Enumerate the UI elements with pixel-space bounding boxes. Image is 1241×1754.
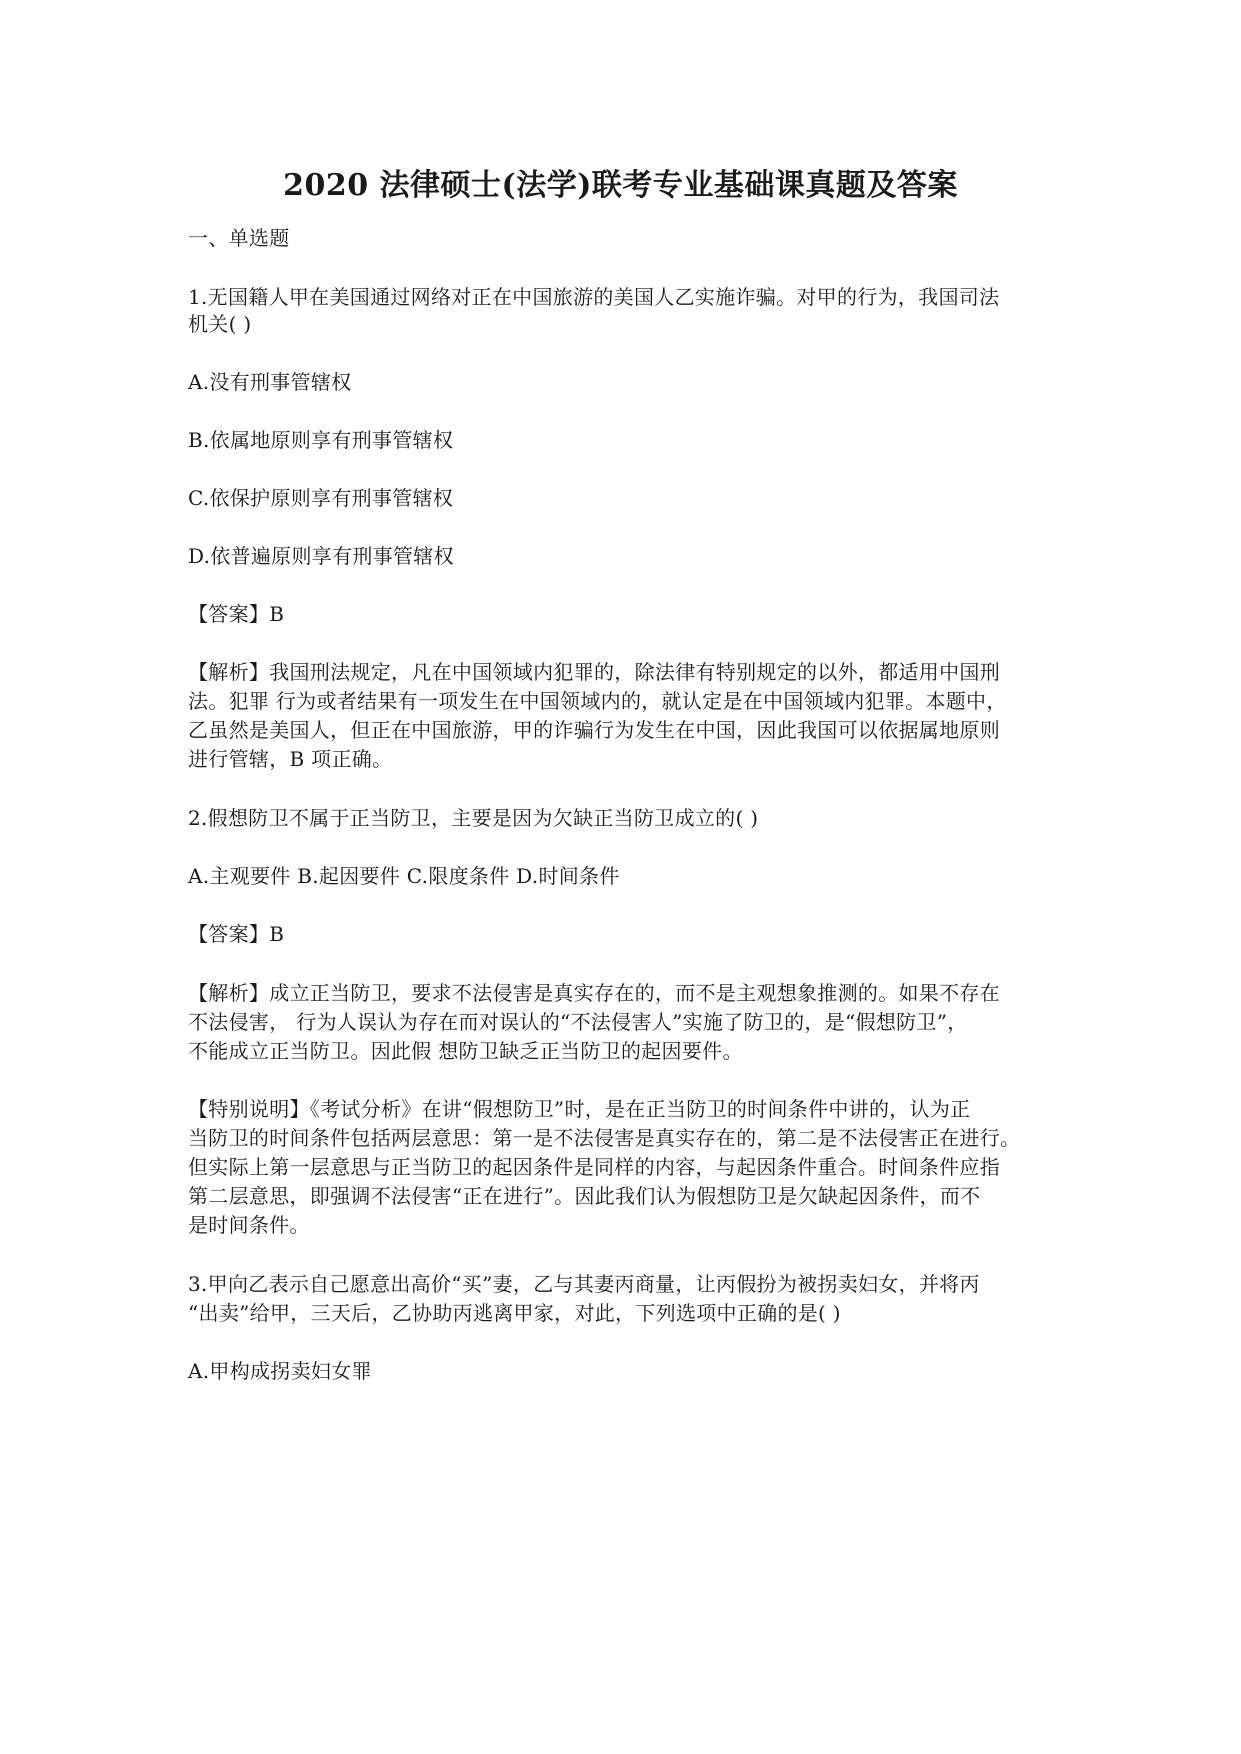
question-1-answer: 【答案】B — [188, 602, 285, 626]
question-1-option-b: B.依属地原则享有刑事管辖权 — [188, 428, 454, 452]
question-2-answer: 【答案】B — [188, 922, 285, 946]
question-1-option-d: D.依普遍原则享有刑事管辖权 — [188, 544, 454, 568]
document-title: 2020 法律硕士(法学)联考专业基础课真题及答案 — [283, 168, 958, 203]
question-3-stem-line-1: 3.甲向乙表示自己愿意出高价“买”妻，乙与其妻丙商量，让丙假扮为被拐卖妇女，并将丙 — [188, 1272, 980, 1296]
question-1-stem-line-2: 机关( ) — [188, 312, 252, 336]
question-3-option-a: A.甲构成拐卖妇女罪 — [188, 1359, 372, 1383]
question-2-analysis-line-3: 不能成立正当防卫。因此假 想防卫缺乏正当防卫的起因要件。 — [188, 1039, 743, 1063]
question-2-note-line-2: 当防卫的时间条件包括两层意思：第一是不法侵害是真实存在的，第二是不法侵害正在进行。 — [188, 1126, 1021, 1150]
question-1-analysis-line-3: 乙虽然是美国人，但正在中国旅游，甲的诈骗行为发生在中国，因此我国可以依据属地原则 — [188, 718, 1000, 742]
question-2-note-line-3: 但实际上第一层意思与正当防卫的起因条件是同样的内容，与起因条件重合。时间条件应指 — [188, 1155, 1000, 1179]
question-2-stem: 2.假想防卫不属于正当防卫，主要是因为欠缺正当防卫成立的( ) — [188, 806, 759, 830]
question-2-note-line-1: 【特别说明】《考试分析》在讲“假想防卫”时，是在正当防卫的时间条件中讲的，认为正 — [188, 1097, 971, 1121]
question-1-option-c: C.依保护原则享有刑事管辖权 — [188, 486, 454, 510]
question-2-note-line-5: 是时间条件。 — [188, 1213, 310, 1237]
question-1-analysis-line-1: 【解析】我国刑法规定，凡在中国领域内犯罪的，除法律有特别规定的以外，都适用中国刑 — [188, 660, 1000, 684]
question-1-option-a: A.没有刑事管辖权 — [188, 370, 352, 394]
question-1-analysis-line-2: 法。犯罪 行为或者结果有一项发生在中国领域内的，就认定是在中国领域内犯罪。本题中， — [188, 689, 1007, 713]
section-heading: 一、单选题 — [188, 226, 290, 250]
question-3-stem-line-2: “出卖”给甲，三天后，乙协助丙逃离甲家，对此，下列选项中正确的是( ) — [188, 1301, 841, 1325]
question-2-options: A.主观要件 B.起因要件 C.限度条件 D.时间条件 — [188, 864, 620, 888]
question-1-stem-line-1: 1.无国籍人甲在美国通过网络对正在中国旅游的美国人乙实施诈骗。对甲的行为，我国司法 — [188, 285, 1000, 309]
question-2-note-line-4: 第二层意思，即强调不法侵害“正在进行”。因此我们认为假想防卫是欠缺起因条件，而不 — [188, 1184, 981, 1208]
question-2-analysis-line-1: 【解析】成立正当防卫，要求不法侵害是真实存在的，而不是主观想象推测的。如果不存在 — [188, 981, 1000, 1005]
question-1-analysis-line-4: 进行管辖，B 项正确。 — [188, 747, 393, 771]
question-2-analysis-line-2: 不法侵害， 行为人误认为存在而对误认的“不法侵害人”实施了防卫的，是“假想防卫”， — [188, 1010, 968, 1034]
